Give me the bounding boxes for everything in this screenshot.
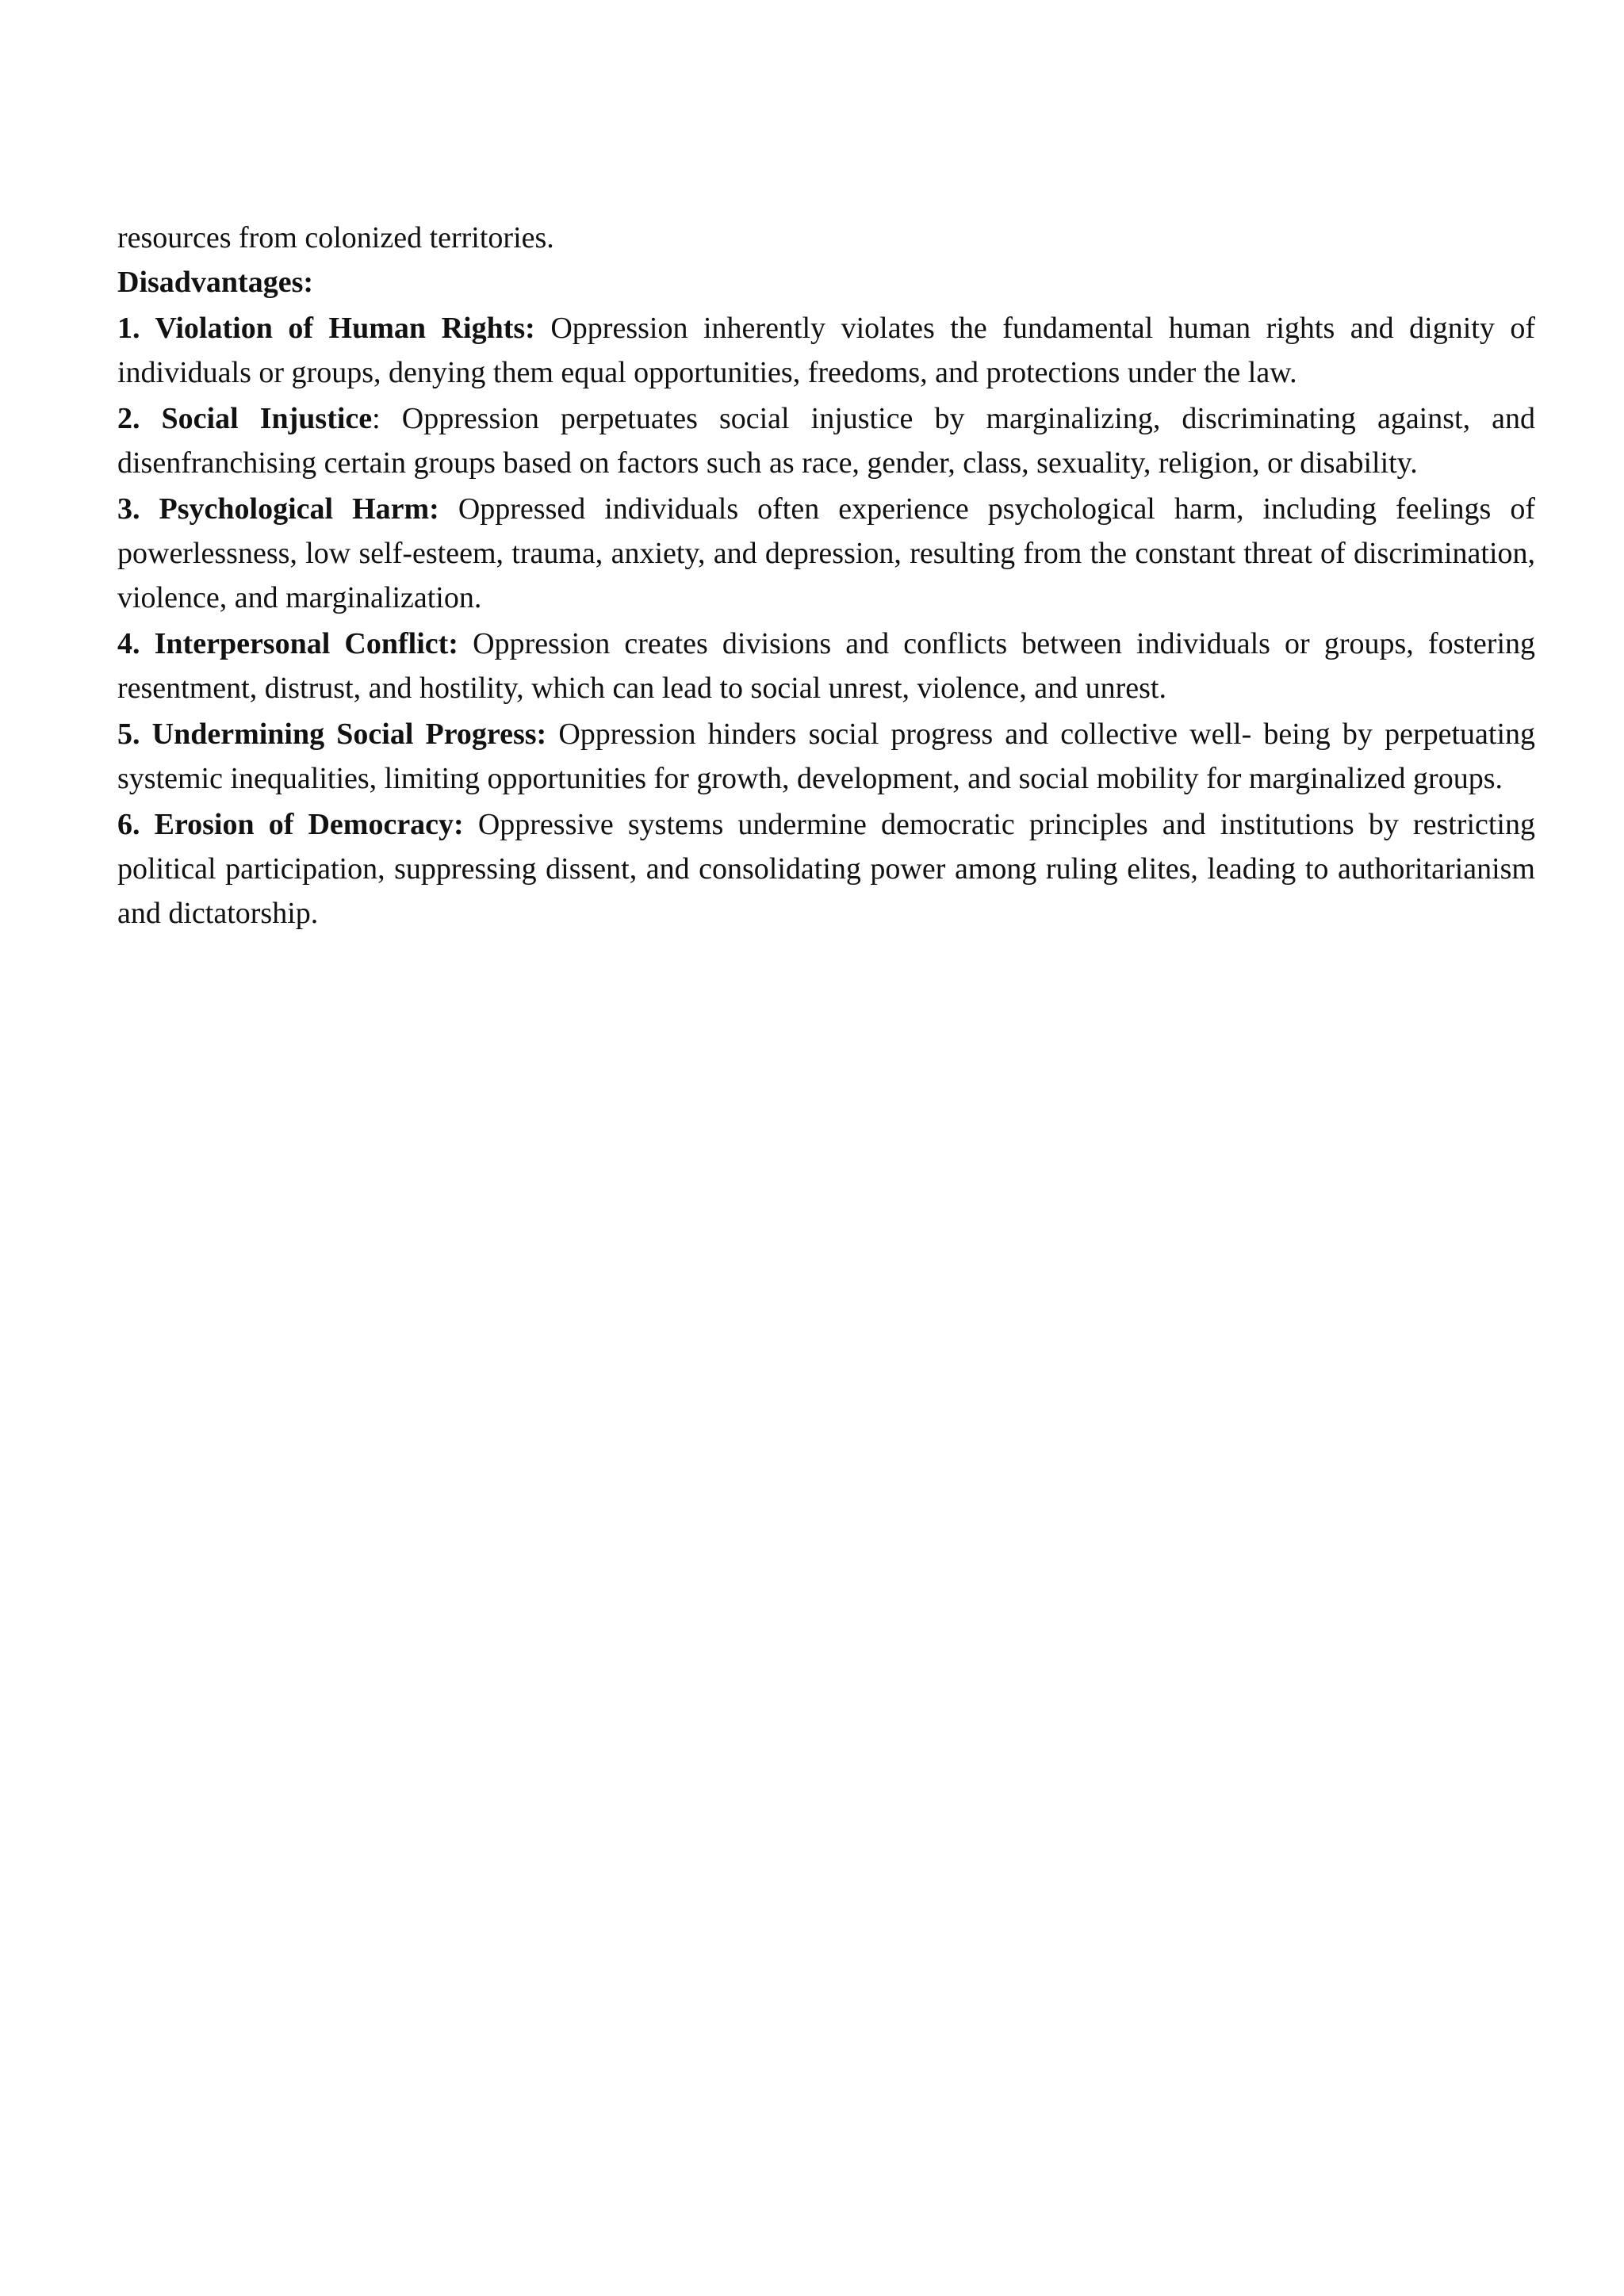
intro-line: resources from colonized territories. — [117, 221, 554, 254]
item-text: Oppression hinders social progress and collective well- being by perpetuating systemic inequalities, limiting opportunities for growth, development, and social mobility for marginalized groups. — [117, 718, 1536, 795]
item-text: Oppression perpetuates social injustice by marginalizing, discriminating against, and disenfranchising certain groups based on factors such as race, gender, class, sexuality, religion, or disability. — [117, 402, 1536, 480]
list-item-erosion-of-democracy — [117, 802, 1535, 936]
item-label: 1. Violation of Human Rights: — [117, 312, 535, 345]
list-item-social-progress — [117, 712, 1535, 801]
list-item-social-injustice — [117, 396, 1535, 485]
item-separator — [464, 808, 478, 841]
item-separator — [546, 718, 558, 751]
list-item-interpersonal-conflict — [117, 622, 1535, 710]
item-text: Oppressed individuals often experience psychological harm, including feelings of powerlessness, low self-esteem, trauma, anxiety, and depression, resulting from the constant threat of discrimination, violence, and marginalization. — [117, 492, 1535, 614]
item-text: Oppression creates divisions and conflicts between individuals or groups, fostering resentment, distrust, and hostility, which can lead to social unrest, violence, and unrest. — [117, 627, 1535, 705]
item-separator — [535, 312, 551, 345]
item-label: 5. Undermining Social Progress: — [117, 718, 547, 751]
list-item-human-rights — [117, 306, 1535, 395]
item-label: 4. Interpersonal Conflict: — [117, 627, 458, 660]
list-item-psychological-harm — [117, 487, 1535, 620]
document-body — [117, 216, 1535, 936]
item-label: 6. Erosion of Democracy: — [117, 808, 464, 841]
item-separator: : — [372, 402, 402, 435]
item-separator — [458, 627, 473, 660]
item-label: 2. Social Injustice — [117, 402, 373, 435]
item-text: Oppressive systems undermine democratic principles and institutions by restricting political participation, suppressing dissent, and consolidating power among ruling elites, leading to authoritarianism and dictatorship. — [117, 808, 1535, 930]
item-text: Oppression inherently violates the fundamental human rights and dignity of individuals or groups, denying them equal opportunities, freedoms, and protections under the law. — [117, 312, 1536, 389]
item-label: 3. Psychological Harm: — [117, 492, 439, 526]
item-separator — [439, 492, 458, 526]
section-heading: Disadvantages: — [117, 266, 314, 299]
